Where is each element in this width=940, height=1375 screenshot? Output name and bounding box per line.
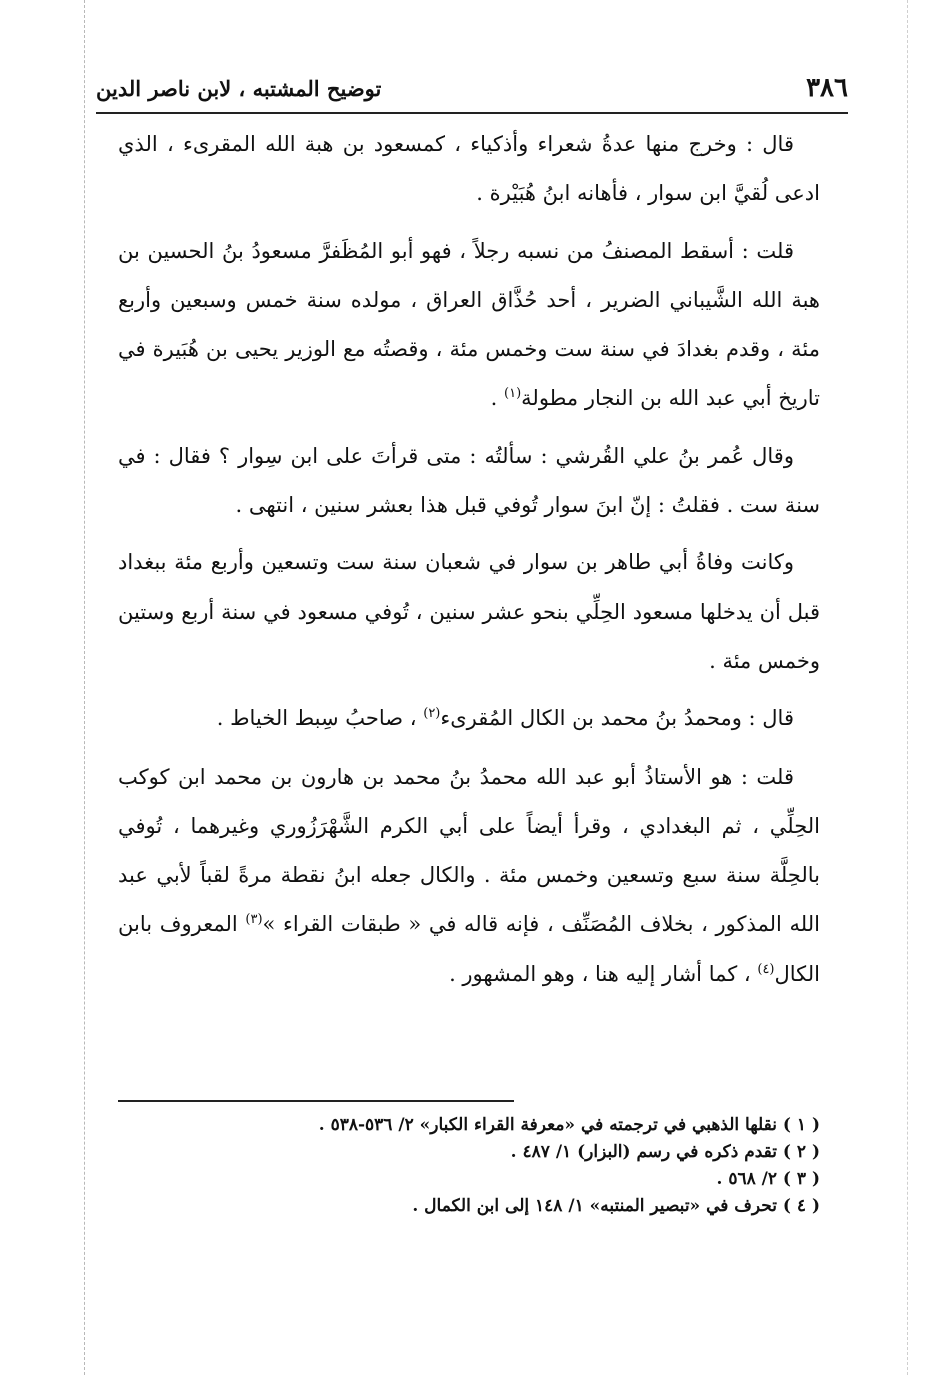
page-number: ٣٨٦ — [806, 73, 848, 103]
page-header — [96, 70, 848, 106]
paragraph-2 — [118, 227, 820, 424]
main-text — [118, 120, 820, 1007]
paragraph-text: قلت : هو الأستاذُ أبو عبد الله محمدُ بنُ محمد بن هارون بن محمد ابن كوكب الحِلِّي ، ثم البغدادي ، وقرأ أيضاً على أبي الكرم الشَّهْرَزُوري وغيرهما ، تُوفي بالحِلَّة سنة سبع وتسعين وخمس مئة . والكال جعله ابنُ نقطة مرةً لقباً لأبي عبد الله المذكور ، بخلاف المُصَنِّف ، فإنه قاله في « طبقات القراء » — [118, 764, 820, 937]
footnote-marker-2[interactable]: (٢) — [423, 706, 441, 722]
paragraph-3 — [118, 432, 820, 531]
header-rule — [96, 112, 848, 114]
footnotes — [118, 1112, 820, 1220]
footnote-marker-4[interactable]: (٤) — [757, 961, 775, 977]
footnote-2: ( ٢ ) تقدم ذكره في رسم (البزار) ١/ ٤٨٧ . — [510, 1142, 820, 1162]
scan-edge-left — [84, 0, 85, 1375]
paragraph-text: وكانت وفاةُ أبي طاهر بن سوار في شعبان سنة ست وتسعين وأربع مئة ببغداد قبل أن يدخلها مسعود الحِلِّي بنحو عشر سنين ، تُوفي مسعود في سنة أربع وستين وخمس مئة . — [118, 550, 820, 673]
paragraph-text-end: ، صاحبُ سِبط الخياط . — [216, 706, 424, 731]
paragraph-text-end: ، كما أشار إليه هنا ، وهو المشهور . — [449, 961, 758, 986]
paragraph-text: قال : وخرج منها عدةُ شعراء وأذكياء ، كمسعود بن هبة الله المقرىء ، الذي ادعى لُقيَّ ابن سوار ، فأهانه ابنُ هُبَيْرة . — [118, 132, 820, 206]
paragraph-text-middle: المعروف بابن الكال — [118, 912, 820, 986]
footnote-4: ( ٤ ) تحرف في «تبصير المنتبه» ١/ ١٤٨ إلى ابن الكمال . — [412, 1196, 820, 1216]
footnote-rule — [118, 1100, 514, 1102]
paragraph-text-end: . — [490, 386, 505, 411]
paragraph-1 — [118, 120, 820, 219]
footnote-marker-3[interactable]: (٣) — [245, 912, 263, 928]
paragraph-6 — [118, 753, 820, 999]
footnote-3: ( ٣ ) ٢/ ٥٦٨ . — [716, 1169, 820, 1189]
scan-edge-right — [907, 0, 908, 1375]
running-title: توضيح المشتبه ، لابن ناصر الدين — [96, 75, 382, 101]
paragraph-text: وقال عُمر بنُ علي القُرشي : سألتُه : متى قرأتَ على ابن سِوار ؟ فقال : في سنة ست . فقلتُ : إنّ ابنَ سوار تُوفي قبل هذا بعشر سنين ، انتهى . — [118, 443, 820, 518]
paragraph-text: قلت : أسقط المصنفُ من نسبه رجلاً ، فهو أبو المُظَفرَّ مسعودُ بنُ الحسين بن هبة الله الشَّيباني الضرير ، أحد حُذَّاق العراق ، مولده سنة خمس وسبعين وأربع مئة ، وقدم بغدادَ في سنة ست وخمس مئة ، وقصتُه مع الوزير يحيى بن هُبَيرة في تاريخ أبي عبد الله بن النجار مطولة — [118, 238, 820, 411]
paragraph-5 — [118, 694, 820, 743]
footnote-marker-1[interactable]: (١) — [504, 386, 522, 402]
paragraph-text: قال : ومحمدُ بنُ محمد بن الكال المُقرىء — [440, 706, 794, 731]
footnote-1: ( ١ ) نقلها الذهبي في ترجمته في «معرفة القراء الكبار» ٢/ ٥٣٦-٥٣٨ . — [318, 1115, 820, 1135]
paragraph-4 — [118, 538, 820, 686]
